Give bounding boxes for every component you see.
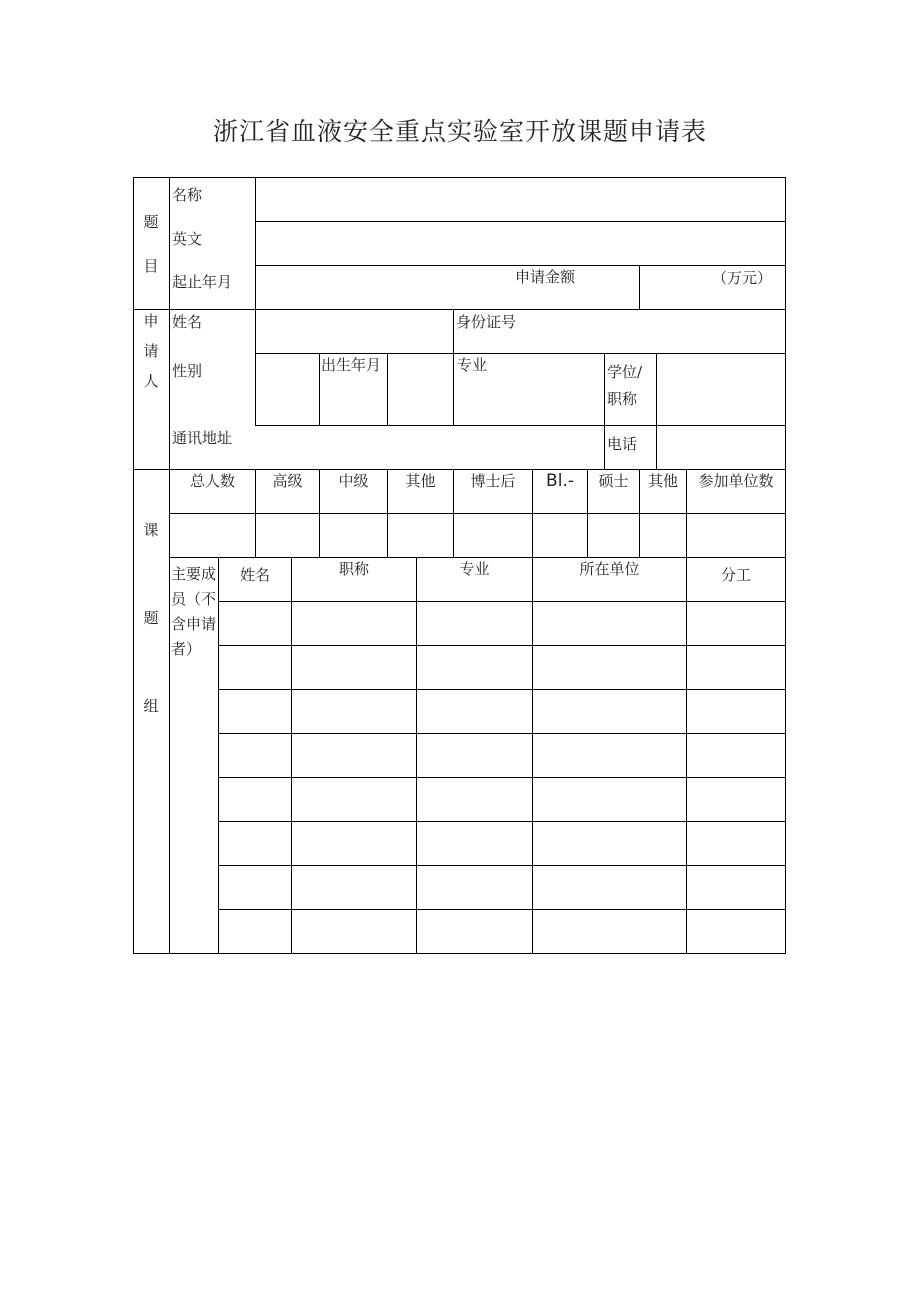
row-line — [169, 513, 786, 514]
applicant-address-label: 通讯地址 — [172, 429, 233, 447]
topic-amount-unit: （万元） — [712, 269, 773, 287]
applicant-birth-label: 出生年月 — [321, 356, 382, 374]
topic-name-label: 名称 — [172, 186, 203, 204]
section-label-group: 课 — [143, 521, 159, 539]
page-title: 浙江省血液安全重点实验室开放课题申请表 — [212, 117, 707, 146]
row-line — [218, 733, 786, 734]
section-label-topic: 题 — [143, 213, 159, 231]
row-line — [218, 645, 786, 646]
col-line — [639, 265, 640, 310]
section-line — [133, 309, 786, 310]
member-header-title: 职称 — [338, 560, 369, 578]
member-header-role: 分工 — [720, 566, 751, 584]
section-label-applicant: 人 — [143, 372, 159, 390]
applicant-gender-label: 性别 — [172, 362, 203, 380]
topic-amount-label: 申请金额 — [515, 268, 576, 286]
col-line — [656, 353, 657, 470]
applicant-degree-label: 学位/ — [607, 363, 643, 381]
col-line — [319, 353, 320, 426]
applicant-name-label: 姓名 — [172, 313, 203, 331]
applicant-phone-label: 电话 — [607, 435, 638, 453]
member-header-unit: 所在单位 — [579, 560, 640, 578]
member-header-major: 专业 — [459, 560, 490, 578]
topic-english-label: 英文 — [172, 230, 203, 248]
topic-period-label: 起止年月 — [172, 273, 233, 291]
col-line — [387, 353, 388, 426]
group-header-doctor: Bl.- — [546, 471, 574, 491]
applicant-title-label: 职称 — [607, 390, 638, 408]
group-header-units: 参加单位数 — [698, 472, 774, 490]
row-line — [218, 777, 786, 778]
row-line — [218, 689, 786, 690]
row-line — [255, 221, 786, 222]
table-border-bottom — [133, 953, 786, 954]
table-border-left — [133, 177, 134, 954]
col-line — [416, 557, 417, 954]
section-label-group: 题 — [143, 609, 159, 627]
group-header-total: 总人数 — [189, 472, 235, 490]
row-line — [218, 821, 786, 822]
group-header-intermediate: 中级 — [338, 472, 369, 490]
table-border-top — [133, 177, 786, 178]
section-label-applicant: 请 — [143, 342, 159, 360]
section-label-group: 组 — [143, 697, 159, 715]
row-line — [255, 425, 786, 426]
col-line — [169, 177, 170, 954]
applicant-id-label: 身份证号 — [456, 313, 517, 331]
col-line — [255, 177, 256, 426]
group-header-senior: 高级 — [272, 472, 303, 490]
group-header-other2: 其他 — [647, 472, 678, 490]
table-border-right — [785, 177, 786, 954]
row-line — [218, 601, 786, 602]
applicant-major-label: 专业 — [457, 356, 488, 374]
col-line — [291, 557, 292, 954]
section-label-applicant: 申 — [143, 312, 159, 330]
member-header-name: 姓名 — [239, 566, 270, 584]
section-label-topic: 目 — [143, 257, 159, 275]
group-header-other: 其他 — [405, 472, 436, 490]
members-label: 主要成员（不含申请者） — [171, 565, 217, 658]
col-line — [604, 353, 605, 470]
group-header-postdoc: 博士后 — [470, 472, 516, 490]
col-line — [453, 309, 454, 426]
row-line — [218, 865, 786, 866]
col-line — [532, 557, 533, 954]
row-line — [218, 909, 786, 910]
group-header-master: 硕士 — [598, 472, 629, 490]
col-line — [686, 469, 687, 954]
